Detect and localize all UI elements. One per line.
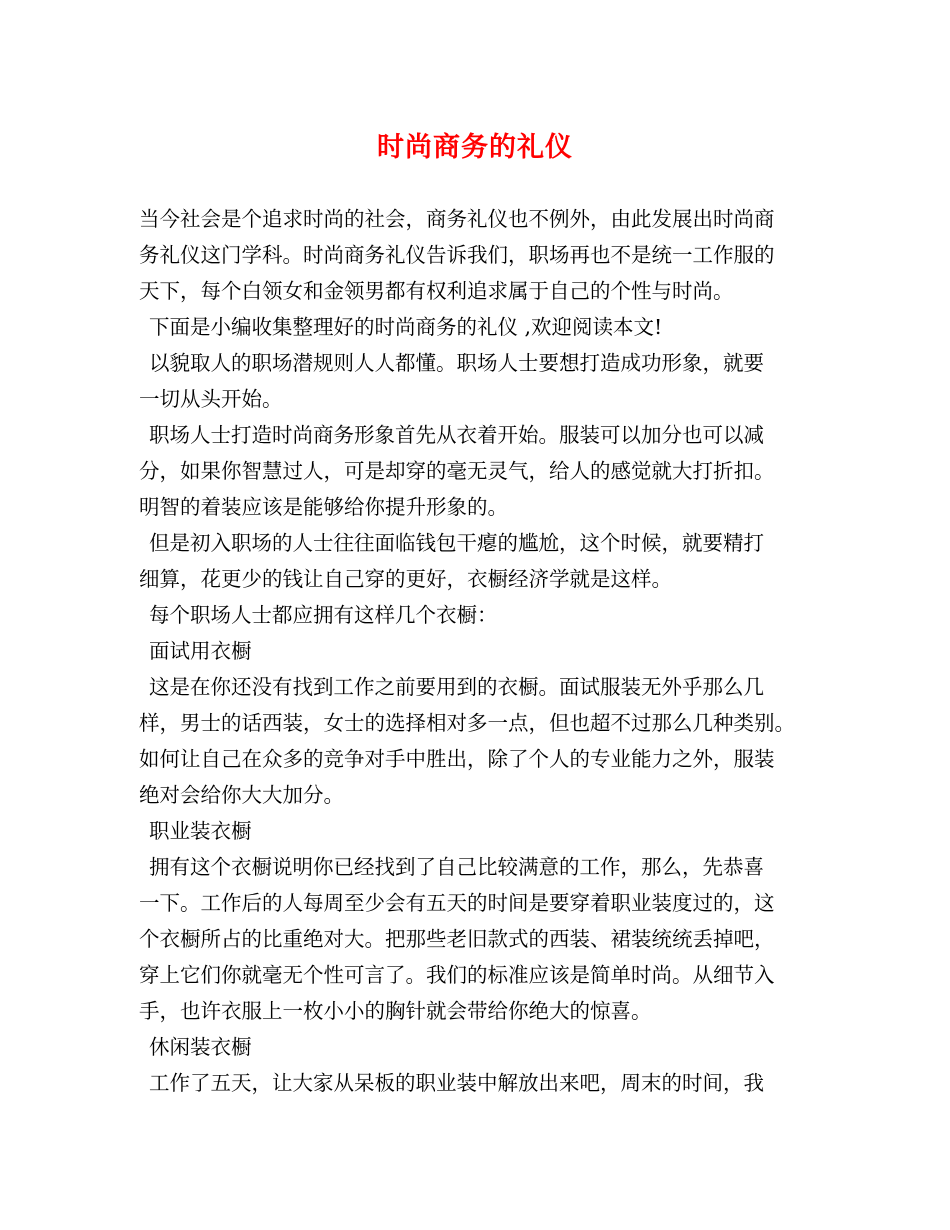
page-title: 时尚商务的礼仪 xyxy=(377,132,573,163)
text-line: 但是初入职场的人士往往面临钱包干瘪的尴尬，这个时候，就要精打 xyxy=(149,531,764,555)
text-line: 一下。工作后的人每周至少会有五天的时间是要穿着职业装度过的，这 xyxy=(139,891,775,915)
text-line: 每个职场人士都应拥有这样几个衣橱： xyxy=(149,603,498,627)
text-line: 细算，花更少的钱让自己穿的更好，衣橱经济学就是这样。 xyxy=(139,567,672,591)
text-line: 务礼仪这门学科。时尚商务礼仪告诉我们，职场再也不是统一工作服的 xyxy=(139,243,775,267)
text-line: 分，如果你智慧过人，可是却穿的毫无灵气，给人的感觉就大打折扣。 xyxy=(139,459,775,483)
text-line: 工作了五天，让大家从呆板的职业装中解放出来吧，周末的时间，我 xyxy=(149,1071,764,1095)
text-line: 以貌取人的职场潜规则人人都懂。职场人士要想打造成功形象，就要 xyxy=(149,351,764,375)
text-line: 手，也许衣服上一枚小小的胸针就会带给你绝大的惊喜。 xyxy=(139,999,652,1023)
text-line: 绝对会给你大大加分。 xyxy=(139,783,344,807)
text-line: 当今社会是个追求时尚的社会，商务礼仪也不例外，由此发展出时尚商 xyxy=(139,207,775,231)
text-line: 职场人士打造时尚商务形象首先从衣着开始。服装可以加分也可以减 xyxy=(149,423,764,447)
text-line: 明智的着装应该是能够给你提升形象的。 xyxy=(139,495,508,519)
article-body xyxy=(139,201,819,1101)
text-line: 拥有这个衣橱说明你已经找到了自己比较满意的工作，那么，先恭喜 xyxy=(149,855,764,879)
text-line: 职业装衣橱 xyxy=(149,819,252,843)
text-line: 样，男士的话西装，女士的选择相对多一点，但也超不过那么几种类别。 xyxy=(139,711,795,735)
text-line: 穿上它们你就毫无个性可言了。我们的标准应该是简单时尚。从细节入 xyxy=(139,963,775,987)
text-line: 下面是小编收集整理好的时尚商务的礼仪 ,欢迎阅读本文! xyxy=(149,315,663,339)
text-line: 个衣橱所占的比重绝对大。把那些老旧款式的西装、裙装统统丢掉吧， xyxy=(139,927,775,951)
text-line: 如何让自己在众多的竞争对手中胜出，除了个人的专业能力之外，服装 xyxy=(139,747,775,771)
text-line: 面试用衣橱 xyxy=(149,639,252,663)
text-line: 这是在你还没有找到工作之前要用到的衣橱。面试服装无外乎那么几 xyxy=(149,675,764,699)
text-line: 休闲装衣橱 xyxy=(149,1035,252,1059)
text-line: 天下，每个白领女和金领男都有权利追求属于自己的个性与时尚。 xyxy=(139,279,734,303)
text-line: 一切从头开始。 xyxy=(139,387,283,411)
